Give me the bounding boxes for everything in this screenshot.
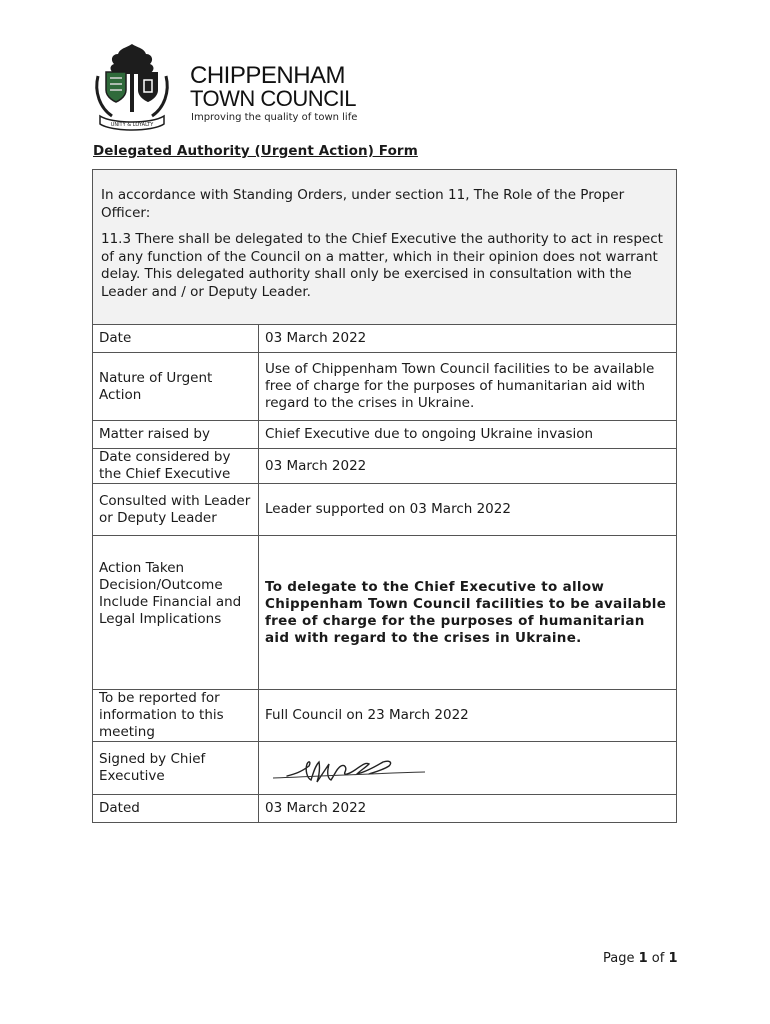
- table-row: [93, 421, 677, 449]
- table-row: [93, 742, 677, 795]
- council-name-line1: CHIPPENHAM: [190, 62, 346, 89]
- page-prefix: Page: [603, 951, 639, 966]
- row-value-consulted: Leader supported on 03 March 2022: [259, 484, 677, 536]
- intro-paragraph-1: In accordance with Standing Orders, under section 11, The Role of the Proper Officer:: [101, 187, 625, 221]
- row-value-dated: 03 March 2022: [259, 795, 677, 823]
- row-label-signed-by: Signed by Chief Executive: [93, 742, 259, 795]
- table-row: [93, 449, 677, 484]
- row-label-nature: Nature of Urgent Action: [93, 353, 259, 421]
- intro-paragraph-2: 11.3 There shall be delegated to the Chief Executive the authority to act in respect of any function of the Council on a matter, which in their opinion does not warrant delay. This delegated authority shall only be exercised in consultation with the Leader and / or Deputy Leader.: [101, 231, 663, 300]
- row-label-reported-to: To be reported for information to this meeting: [93, 690, 259, 742]
- chief-executive-signature: [265, 748, 435, 788]
- row-label-date: Date: [93, 325, 259, 353]
- page-number: [603, 951, 678, 966]
- page-total: 1: [668, 951, 678, 966]
- page-current: 1: [638, 951, 648, 966]
- table-row: [93, 484, 677, 536]
- table-row: [93, 795, 677, 823]
- row-label-consulted: Consulted with Leader or Deputy Leader: [93, 484, 259, 536]
- row-value-date-considered: 03 March 2022: [259, 449, 677, 484]
- standing-orders-intro: [92, 169, 677, 325]
- crest-scroll-text: UNITY & LOYALTY: [110, 122, 154, 128]
- row-value-date: 03 March 2022: [259, 325, 677, 353]
- row-label-date-considered: Date considered by the Chief Executive: [93, 449, 259, 484]
- row-label-matter-raised: Matter raised by: [93, 421, 259, 449]
- council-name-line2: TOWN COUNCIL: [190, 86, 356, 111]
- row-value-reported-to: Full Council on 23 March 2022: [259, 690, 677, 742]
- tree-and-shields-crest-icon: [92, 42, 172, 132]
- council-tagline: Improving the quality of town life: [191, 112, 358, 123]
- row-value-matter-raised: Chief Executive due to ongoing Ukraine invasion: [259, 421, 677, 449]
- row-value-nature: Use of Chippenham Town Council facilities to be available free of charge for the purposes of humanitarian aid with regard to the crises in Ukraine.: [259, 353, 677, 421]
- urgent-action-form-table: [92, 324, 677, 823]
- row-label-action-taken: Action Taken Decision/Outcome Include Financial and Legal Implications: [93, 536, 259, 690]
- row-label-dated: Dated: [93, 795, 259, 823]
- table-row: [93, 690, 677, 742]
- form-title: Delegated Authority (Urgent Action) Form: [93, 143, 418, 159]
- table-row: [93, 536, 677, 690]
- row-value-action-taken: To delegate to the Chief Executive to allow Chippenham Town Council facilities to be available free of charge for the purposes of humanitarian aid with regard to the crises in Ukraine.: [259, 536, 677, 690]
- table-row: [93, 325, 677, 353]
- table-row: [93, 353, 677, 421]
- signature-cell: [259, 742, 677, 795]
- council-logo: [92, 42, 362, 132]
- page-of: of: [647, 951, 669, 966]
